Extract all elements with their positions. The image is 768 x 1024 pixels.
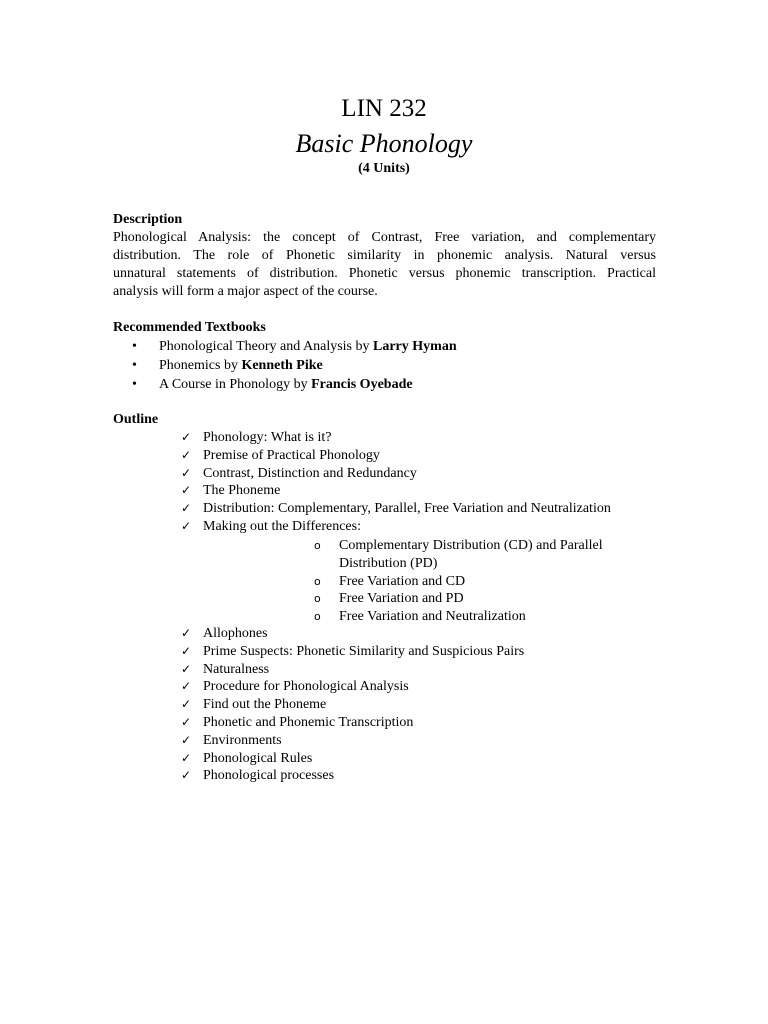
outline-item: ✓ Prime Suspects: Phonetic Similarity and Suspicious Pairs [181, 643, 525, 659]
outline-item: ✓ Phonology: What is it? [181, 430, 332, 445]
outline-sub-item: o Free Variation and Neutralization [314, 609, 526, 625]
textbook-author: Kenneth Pike [241, 358, 323, 373]
textbook-item [113, 337, 457, 356]
description-line: Phonological Analysis: the concept of Contrast, Free variation, and complementary [113, 230, 656, 245]
checkmark-icon: ✓ [181, 447, 192, 462]
description-heading: Description [113, 212, 183, 227]
checkmark-icon: ✓ [181, 732, 192, 747]
textbook-item [113, 375, 457, 394]
circle-bullet-icon: o [314, 610, 321, 624]
bullet-icon: • [132, 377, 137, 392]
textbook-item [113, 356, 457, 375]
outline-item: ✓ Contrast, Distinction and Redundancy [181, 465, 417, 481]
checkmark-icon: ✓ [181, 626, 192, 640]
circle-bullet-icon: o [314, 592, 321, 606]
checkmark-icon: ✓ [181, 750, 192, 765]
course-title: Basic Phonology [295, 129, 473, 158]
outline-item: ✓ Phonological processes [181, 768, 335, 784]
description-line: analysis will form a major aspect of the course. [113, 284, 378, 299]
checkmark-icon: ✓ [181, 483, 192, 498]
outline-item: ✓ Distribution: Complementary, Parallel, Free Variation and Neutralization [181, 501, 611, 517]
textbook-author: Larry Hyman [373, 339, 457, 354]
checkmark-icon: ✓ [181, 518, 192, 533]
textbook-author: Francis Oyebade [311, 377, 413, 392]
outline-heading: Outline [113, 412, 159, 427]
checkmark-icon: ✓ [181, 465, 192, 480]
textbook-list [113, 337, 457, 394]
outline-sub-list [314, 537, 634, 626]
outline-item: ✓ Find out the Phoneme [181, 697, 327, 713]
checkmark-icon: ✓ [181, 768, 192, 783]
checkmark-icon: ✓ [181, 679, 192, 694]
textbook-title: Phonological Theory and Analysis by [159, 339, 373, 354]
outline-item: ✓ The Phoneme [181, 483, 281, 499]
outline-sub-item: o Free Variation and PD [314, 591, 464, 607]
checkmark-icon: ✓ [181, 643, 192, 658]
outline-item: ✓ Naturalness [181, 661, 270, 677]
outline-list-bottom [180, 625, 524, 785]
circle-bullet-icon: o [314, 574, 321, 588]
course-units: (4 Units) [358, 161, 410, 176]
course-code: LIN 232 [341, 95, 427, 122]
outline-item: ✓ Phonological Rules [181, 750, 313, 766]
outline-item: ✓ Phonetic and Phonemic Transcription [181, 714, 414, 730]
outline-item: ✓ Making out the Differences: [181, 518, 361, 534]
outline-item: ✓ Environments [181, 732, 282, 748]
outline-sub-item: o Free Variation and CD [314, 573, 466, 589]
checkmark-icon: ✓ [181, 714, 192, 729]
bullet-icon: • [132, 358, 137, 373]
description-line: distribution. The role of Phonetic similarity in phonemic analysis. Natural versus [113, 248, 656, 263]
description-paragraph [113, 229, 656, 301]
checkmark-icon: ✓ [181, 430, 192, 444]
checkmark-icon: ✓ [181, 661, 192, 676]
outline-item: ✓ Procedure for Phonological Analysis [181, 679, 409, 695]
textbook-title: Phonemics by [159, 358, 242, 373]
outline-sub-item: o Complementary Distribution (CD) and Parallel Distribution (PD) [314, 538, 603, 571]
bullet-icon: • [132, 339, 137, 354]
checkmark-icon: ✓ [181, 697, 192, 712]
textbook-title: A Course in Phonology by [159, 377, 312, 392]
outline-item: ✓ Premise of Practical Phonology [181, 447, 380, 463]
checkmark-icon: ✓ [181, 501, 192, 516]
outline-item: ✓ Allophones [181, 626, 268, 641]
outline-list-top [180, 429, 611, 536]
description-line: unnatural statements of distribution. Phonetic versus phonemic transcription. Practical [113, 266, 656, 281]
textbooks-heading: Recommended Textbooks [113, 320, 266, 335]
circle-bullet-icon: o [314, 539, 321, 552]
